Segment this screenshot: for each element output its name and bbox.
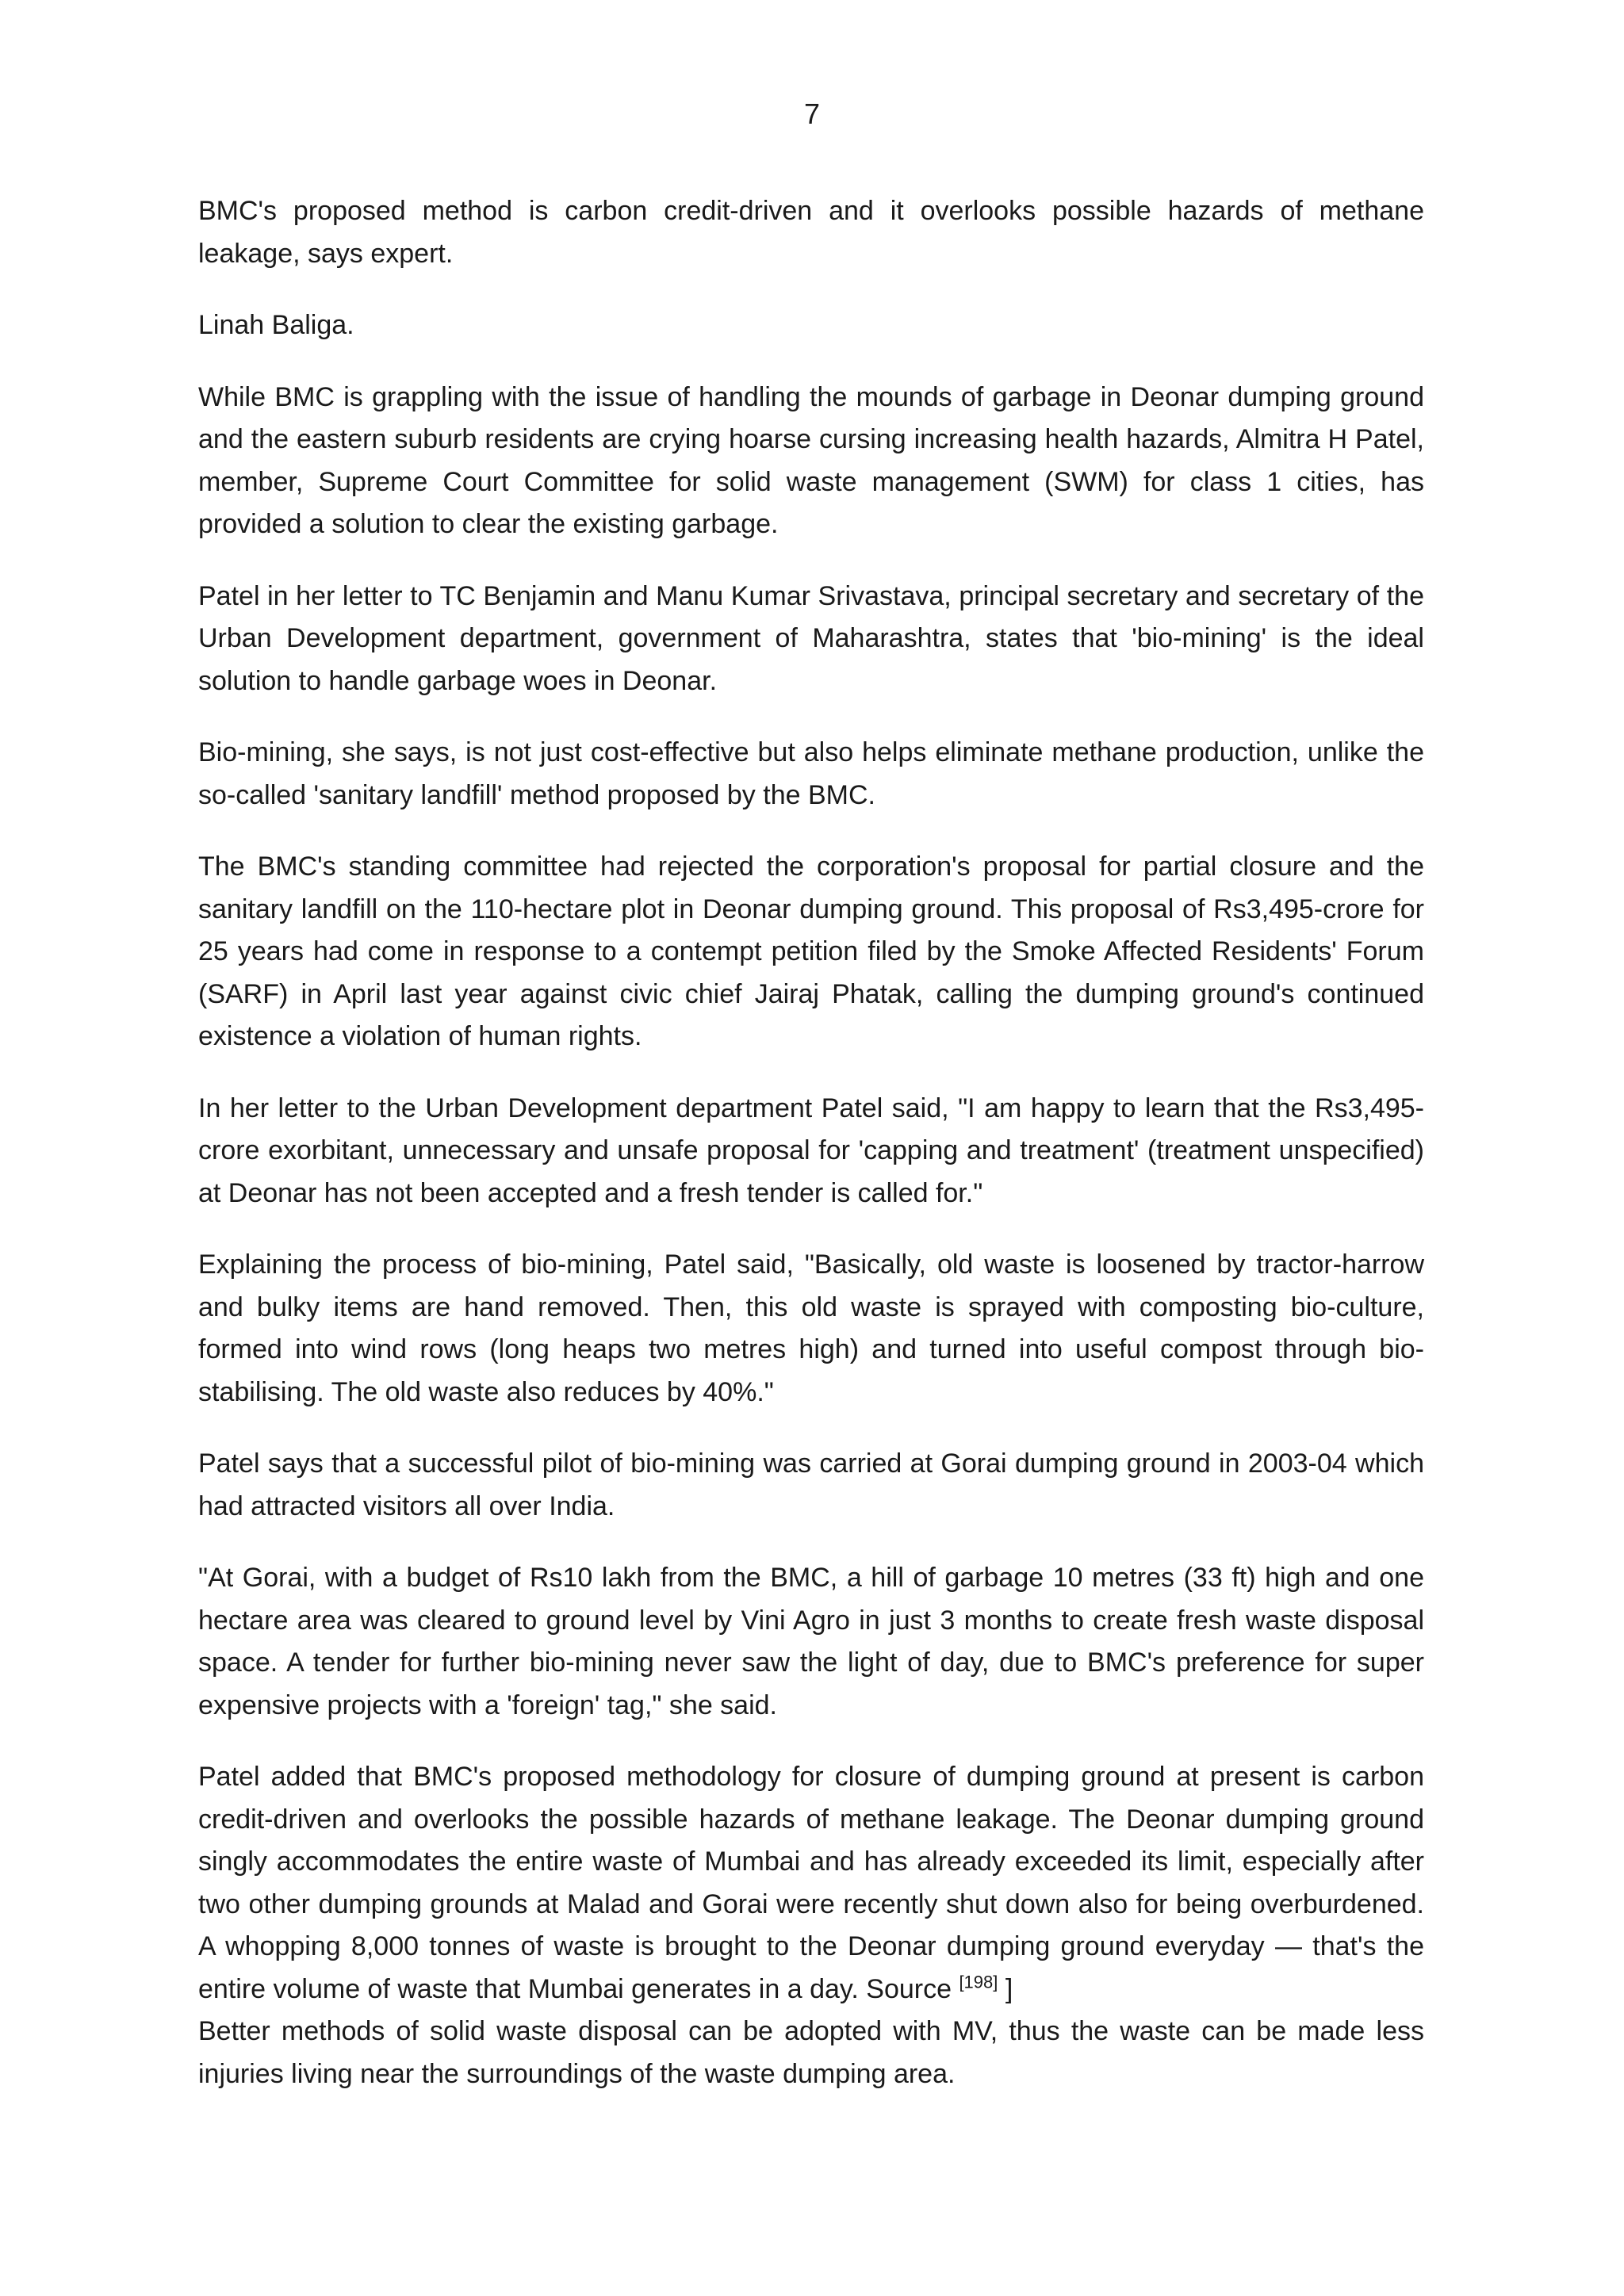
paragraph-process: Explaining the process of bio-mining, Patel said, "Basically, old waste is loosened by tractor-harrow and bulky items are hand removed. Then, this old waste is sprayed with composting bio-culture, formed into wind rows (long heaps two metres high) and turned into useful compost through bio-stabilising. The old waste also reduces by 40%.": [198, 1249, 1424, 1407]
page-number: 7: [803, 98, 821, 130]
paragraph-letter: Patel in her letter to TC Benjamin and Manu Kumar Srivastava, principal secretary and secretary of the Urban Development department, government of Maharashtra, states that 'bio-mining' is the ideal solution to handle garbage woes in Deonar.: [198, 580, 1424, 696]
paragraph-gorai-quote: "At Gorai, with a budget of Rs10 lakh from the BMC, a hill of garbage 10 metres (33 ft) high and one hectare area was cleared to ground level by Vini Agro in just 3 months to create fresh waste disposal space. A tender for further bio-mining never saw the light of day, due to BMC's preference for super expensive projects with a 'foreign' tag," she said.: [198, 1563, 1424, 1720]
paragraph-intro: While BMC is grappling with the issue of handling the mounds of garbage in Deonar dumping ground and the eastern suburb residents are crying hoarse cursing increasing health hazards, Almitra H Patel, member, Supreme Court Committee for solid waste management (SWM) for class 1 cities, has provided a solution to clear the existing garbage.: [198, 381, 1424, 539]
paragraph-gorai-pilot: Patel says that a successful pilot of bio-mining was carried at Gorai dumping ground in 2003-04 which had attracted visitors all over India.: [198, 1448, 1424, 1521]
article-body: [198, 190, 1424, 2125]
paragraph-subheading: BMC's proposed method is carbon credit-driven and it overlooks possible hazards of methane leakage, says expert.: [198, 196, 1424, 269]
citation-marker: [198]: [959, 1972, 998, 1992]
paragraph-byline: Linah Baliga.: [198, 310, 354, 340]
methodology-text: Patel added that BMC's proposed methodology for closure of dumping ground at present is carbon credit-driven and overlooks the possible hazards of methane leakage. The Deonar dumping ground singly accommodates the entire waste of Mumbai and has already exceeded its limit, especially after two other dumping grounds at Malad and Gorai were recently shut down also for being overburdened. A whopping 8,000 tonnes of waste is brought to the Deonar dumping ground everyday — that's the entire volume of waste that Mumbai generates in a day. Source: [198, 1762, 1424, 2004]
citation-bracket: ]: [998, 1973, 1013, 2004]
paragraph-closing: Better methods of solid waste disposal can be adopted with MV, thus the waste can be made less injuries living near the surroundings of the waste dumping area.: [198, 2016, 1424, 2089]
paragraph-methodology: [198, 1756, 1424, 2011]
paragraph-patel-quote: In her letter to the Urban Development department Patel said, "I am happy to learn that the Rs3,495-crore exorbitant, unnecessary and unsafe proposal for 'capping and treatment' (treatment unspecified) at Deonar has not been accepted and a fresh tender is called for.": [198, 1093, 1424, 1208]
paragraph-standing-committee: The BMC's standing committee had rejected the corporation's proposal for partial closure and the sanitary landfill on the 110-hectare plot in Deonar dumping ground. This proposal of Rs3,495-crore for 25 years had come in response to a contempt petition filed by the Smoke Affected Residents' Forum (SARF) in April last year against civic chief Jairaj Phatak, calling the dumping ground's continued existence a violation of human rights.: [198, 851, 1424, 1051]
paragraph-bio-mining: Bio-mining, she says, is not just cost-effective but also helps eliminate methane production, unlike the so-called 'sanitary landfill' method proposed by the BMC.: [198, 737, 1424, 810]
